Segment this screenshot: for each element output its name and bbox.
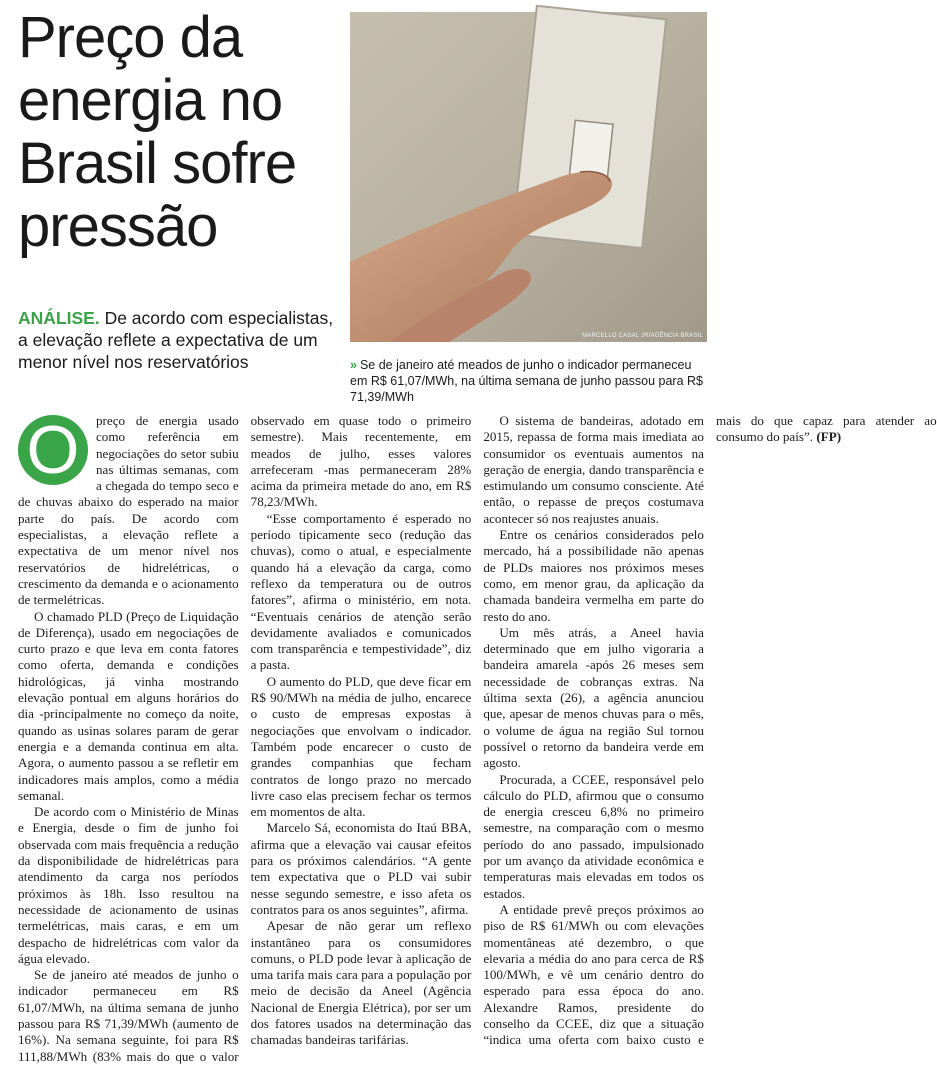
- caption-arrows-icon: »: [350, 358, 357, 372]
- headline: Preço da energia no Brasil sofre pressão: [18, 5, 297, 259]
- article-deck: [18, 307, 340, 373]
- article-paragraph: O chamado PLD (Preço de Liquidação de Diferença), usado em negociações de curto prazo e que leva em conta fatores como oferta, demanda e condições hidrológicas, já vinha mostrando elevação pontual em alguns horários do dia -principalmente no começo da noite, quando as usinas solares param de gerar energia e a demanda continua em alta. Agora, o aumento passou a se refletir em indicadores mais amplos, como a média semanal.: [18, 608, 239, 803]
- article-paragraph: Marcelo Sá, economista do Itaú BBA, afirma que a elevação vai causar efeitos para os próximos calendários. “A gente tem expectativa que o PLD vai subir nesse segundo semestre, e isso afeta os contratos para os anos seguintes”, afirma.: [250, 820, 472, 917]
- light-switch-hand-illustration: [350, 12, 707, 342]
- article-paragraph: De acordo com o Ministério de Minas e Energia, desde o fim de junho foi observada com mais frequência a redução da disponibilidade de hidrelétricas para atendimento da carga nos períodos próximos às 18h. Isso resultou na necessidade de acionamento de usinas termelétricas, mais caras, e em um despacho de hidrelétricas com valor da água elevado.: [18, 804, 239, 966]
- article-signoff: (FP): [816, 429, 842, 445]
- photo-caption: [350, 357, 710, 405]
- photo-credit: MARCELLO CASAL JR/AGÊNCIA BRASIL: [582, 333, 703, 339]
- article-paragraph: Um mês atrás, a Aneel havia determinado que em julho vigoraria a bandeira amarela -após 26 meses sem necessidade de cobranças extras. Na última sexta (26), a agência anunciou que, apesar de menos chuvas para o mês, o volume de água na região Sul tornou possível o retorno da bandeira verde em agosto.: [483, 624, 704, 771]
- deck-text: De acordo com especialistas, a elevação reflete a expectativa de um menor nível nos reservatórios: [18, 308, 334, 372]
- deck-kicker: ANÁLISE.: [18, 308, 100, 328]
- article-paragraph: O sistema de bandeiras, adotado em 2015, repassa de forma mais imediata ao consumidor os eventuais aumentos na geração de energia, dando transparência e estimulando um consumo consciente. Até então, o repasse de preços costumava acontecer só nos reajustes anuais.: [483, 413, 704, 526]
- article-paragraph: Procurada, a CCEE, responsável pelo cálculo do PLD, afirmou que o consumo de energia cresceu 6,8% no primeiro semestre, na comparação com o mesmo período do ano passado, impulsionado por um avanço da atividade econômica e temperaturas mais elevadas em todos os estados.: [483, 771, 704, 901]
- article-body: [18, 412, 937, 1069]
- caption-text: Se de janeiro até meados de junho o indicador permaneceu em R$ 61,07/MWh, na última semana de junho passou para R$ 71,39/MWh: [350, 358, 703, 404]
- article-photo: [350, 12, 707, 342]
- article-paragraph: Entre os cenários considerados pelo mercado, há a possibilidade não apenas de PLDs maiores nos próximos meses como, em menor grau, da aplicação da chamada bandeira vermelha em parte do resto do ano.: [483, 527, 704, 624]
- article-paragraph: A entidade prevê preços próximos ao piso de R$ 61/MWh ou com elevações momentâneas até dezembro, o que elevaria a média do ano para cerca de R$ 100/MWh, e vê um cenário dentro do esperado para essa época do ano. Alexandre Ramos, presidente do conselho da CCEE, diz que a situação “indica uma oferta com baixo custo e mais do que capaz para atender ao consumo do país”. (FP): [483, 413, 937, 1048]
- article-paragraph: Se de janeiro até meados de junho o indicador permaneceu em R$ 61,07/MWh, na última semana de junho passou para R$ 71,39/MWh (aumento de 16%). Na semana seguinte, foi para R$ 111,88/MWh (83% mais do que o valor observado em quase todo o primeiro semestre). Mais recentemente, em meados de julho, esses valores arrefeceram -mas permaneceram 28% acima da primeira metade do ano, em R$ 78,23/MWh.: [18, 413, 472, 1064]
- article-paragraph: Apesar de não gerar um reflexo instantâneo para os consumidores comuns, o PLD pode levar à aplicação de uma tarifa mais cara para a população por meio de decisão da Aneel (Agência Nacional de Energia Elétrica), por ser um dos fatores usados na determinação das chamadas bandeiras tarifárias.: [250, 918, 472, 1048]
- article-paragraph: O aumento do PLD, que deve ficar em R$ 90/MWh na média de julho, encarece o custo de empresas expostas à negociações que envolvam o indicador. Também pode encarecer o custo de grandes companhias que fecham contratos de longo prazo no mercado livre caso elas precisem fechar os termos em momentos de alta.: [250, 673, 472, 820]
- article-paragraph: “Esse comportamento é esperado no período tipicamente seco (redução das chuvas), como o atual, e especialmente quando há a elevação da carga, como reflexo da temperatura ou de outros fatores”, afirma o ministério, em nota. “Eventuais cenários de atenção serão devidamente avaliados e comunicados com transparência e tempestividade”, diz a pasta.: [250, 510, 472, 673]
- article-paragraph: O preço de energia usado como referência em negociações do setor subiu nas últimas semanas, com a chegada do tempo seco e de chuvas abaixo do esperado na maior parte do país. De acordo com especialistas, a elevação reflete a expectativa de um menor nível nos reservatórios de hidrelétricas, o crescimento da demanda e o acionamento de termelétricas.: [18, 412, 239, 608]
- dropcap: O: [18, 415, 88, 485]
